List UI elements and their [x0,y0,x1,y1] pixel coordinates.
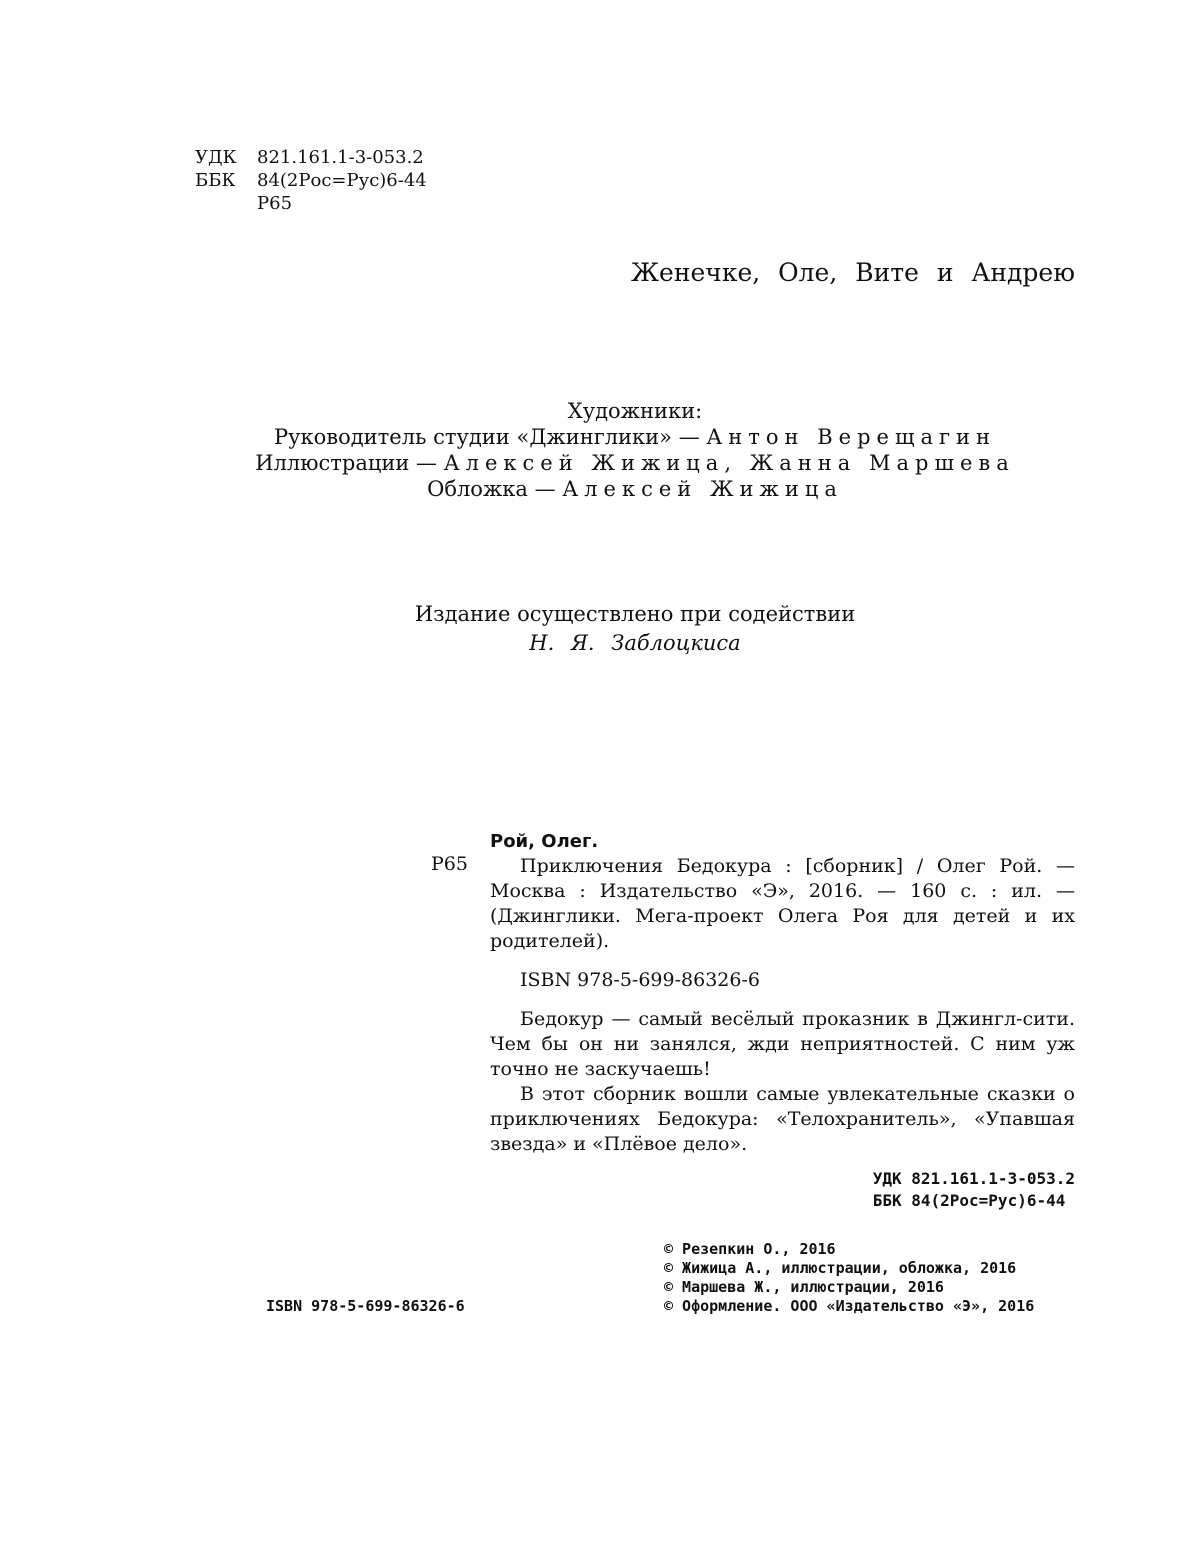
copyright-line: © Маршева Ж., иллюстрации, 2016 [664,1278,944,1296]
artist-role: Обложка — [427,477,556,501]
classification-top [195,146,427,215]
sponsor-block [0,600,1193,658]
artist-role: Иллюстрации — [255,451,438,475]
sponsor-text: Издание осуществлено при содействии [414,602,856,626]
udk-value: 821.161.1-3-053.2 [257,147,424,168]
copyright-line: © Жижица А., иллюстрации, обложка, 2016 [664,1259,1017,1277]
udk-label: УДК [195,147,237,168]
copyright-line: © Резепкин О., 2016 [664,1240,836,1258]
bbk-value: 84(2Рос=Рус)6-44 [257,170,427,191]
copyright-line: © Оформление. ООО «Издательство «Э», 2016 [664,1297,1035,1315]
isbn-bottom: ISBN 978-5-699-86326-6 [266,1297,465,1315]
card-annotation: Бедокур — самый весёлый проказник в Джингл-сити. Чем бы он ни занялся, жди неприятностей. С ним уж точно не заскучаешь! [490,1008,1075,1080]
author-mark: Р65 [257,193,293,214]
artists-line [0,476,1193,502]
artist-names: Алексей Жижица, Жанна Маршева [443,451,1015,475]
bbk-bottom: ББК 84(2Рос=Рус)6-44 [872,1191,1066,1210]
artist-role: Руководитель студии «Джинглики» — [274,425,700,449]
copyright-block [664,1240,1034,1316]
udk-row [195,146,427,169]
card-bibliographic: Приключения Бедокура : [сборник] / Олег Рой. — Москва : Издательство «Э», 2016. — 160 с. : ил. — (Джинглики. Мега-проект Олега Роя для детей и их родителей). [490,855,1075,952]
artist-names: Антон Верещагин [706,425,996,449]
card-isbn: ISBN 978-5-699-86326-6 [520,969,760,991]
artists-line [0,450,1193,476]
card-code: Р65 [431,853,468,875]
bbk-label: ББК [195,170,236,191]
dedication: Женечке, Оле, Вите и Андрею [630,258,1075,287]
artists-heading: Художники: [567,399,703,423]
author-mark-row [195,192,427,215]
artist-names: Алексей Жижица [562,477,843,501]
bibliographic-card [490,829,1075,1157]
artists-block [0,398,1193,502]
card-annotation: В этот сборник вошли самые увлекательные сказки о приключениях Бедокура: «Телохранитель», «Упавшая звезда» и «Плёвое дело». [490,1083,1075,1155]
card-author: Рой, Олег. [490,831,599,852]
classification-bottom [873,1168,1075,1212]
sponsor-name: Н. Я. Заблоцкиса [529,631,741,655]
bbk-row [195,169,427,192]
artists-line [0,424,1193,450]
udk-bottom: УДК 821.161.1-3-053.2 [872,1169,1075,1188]
